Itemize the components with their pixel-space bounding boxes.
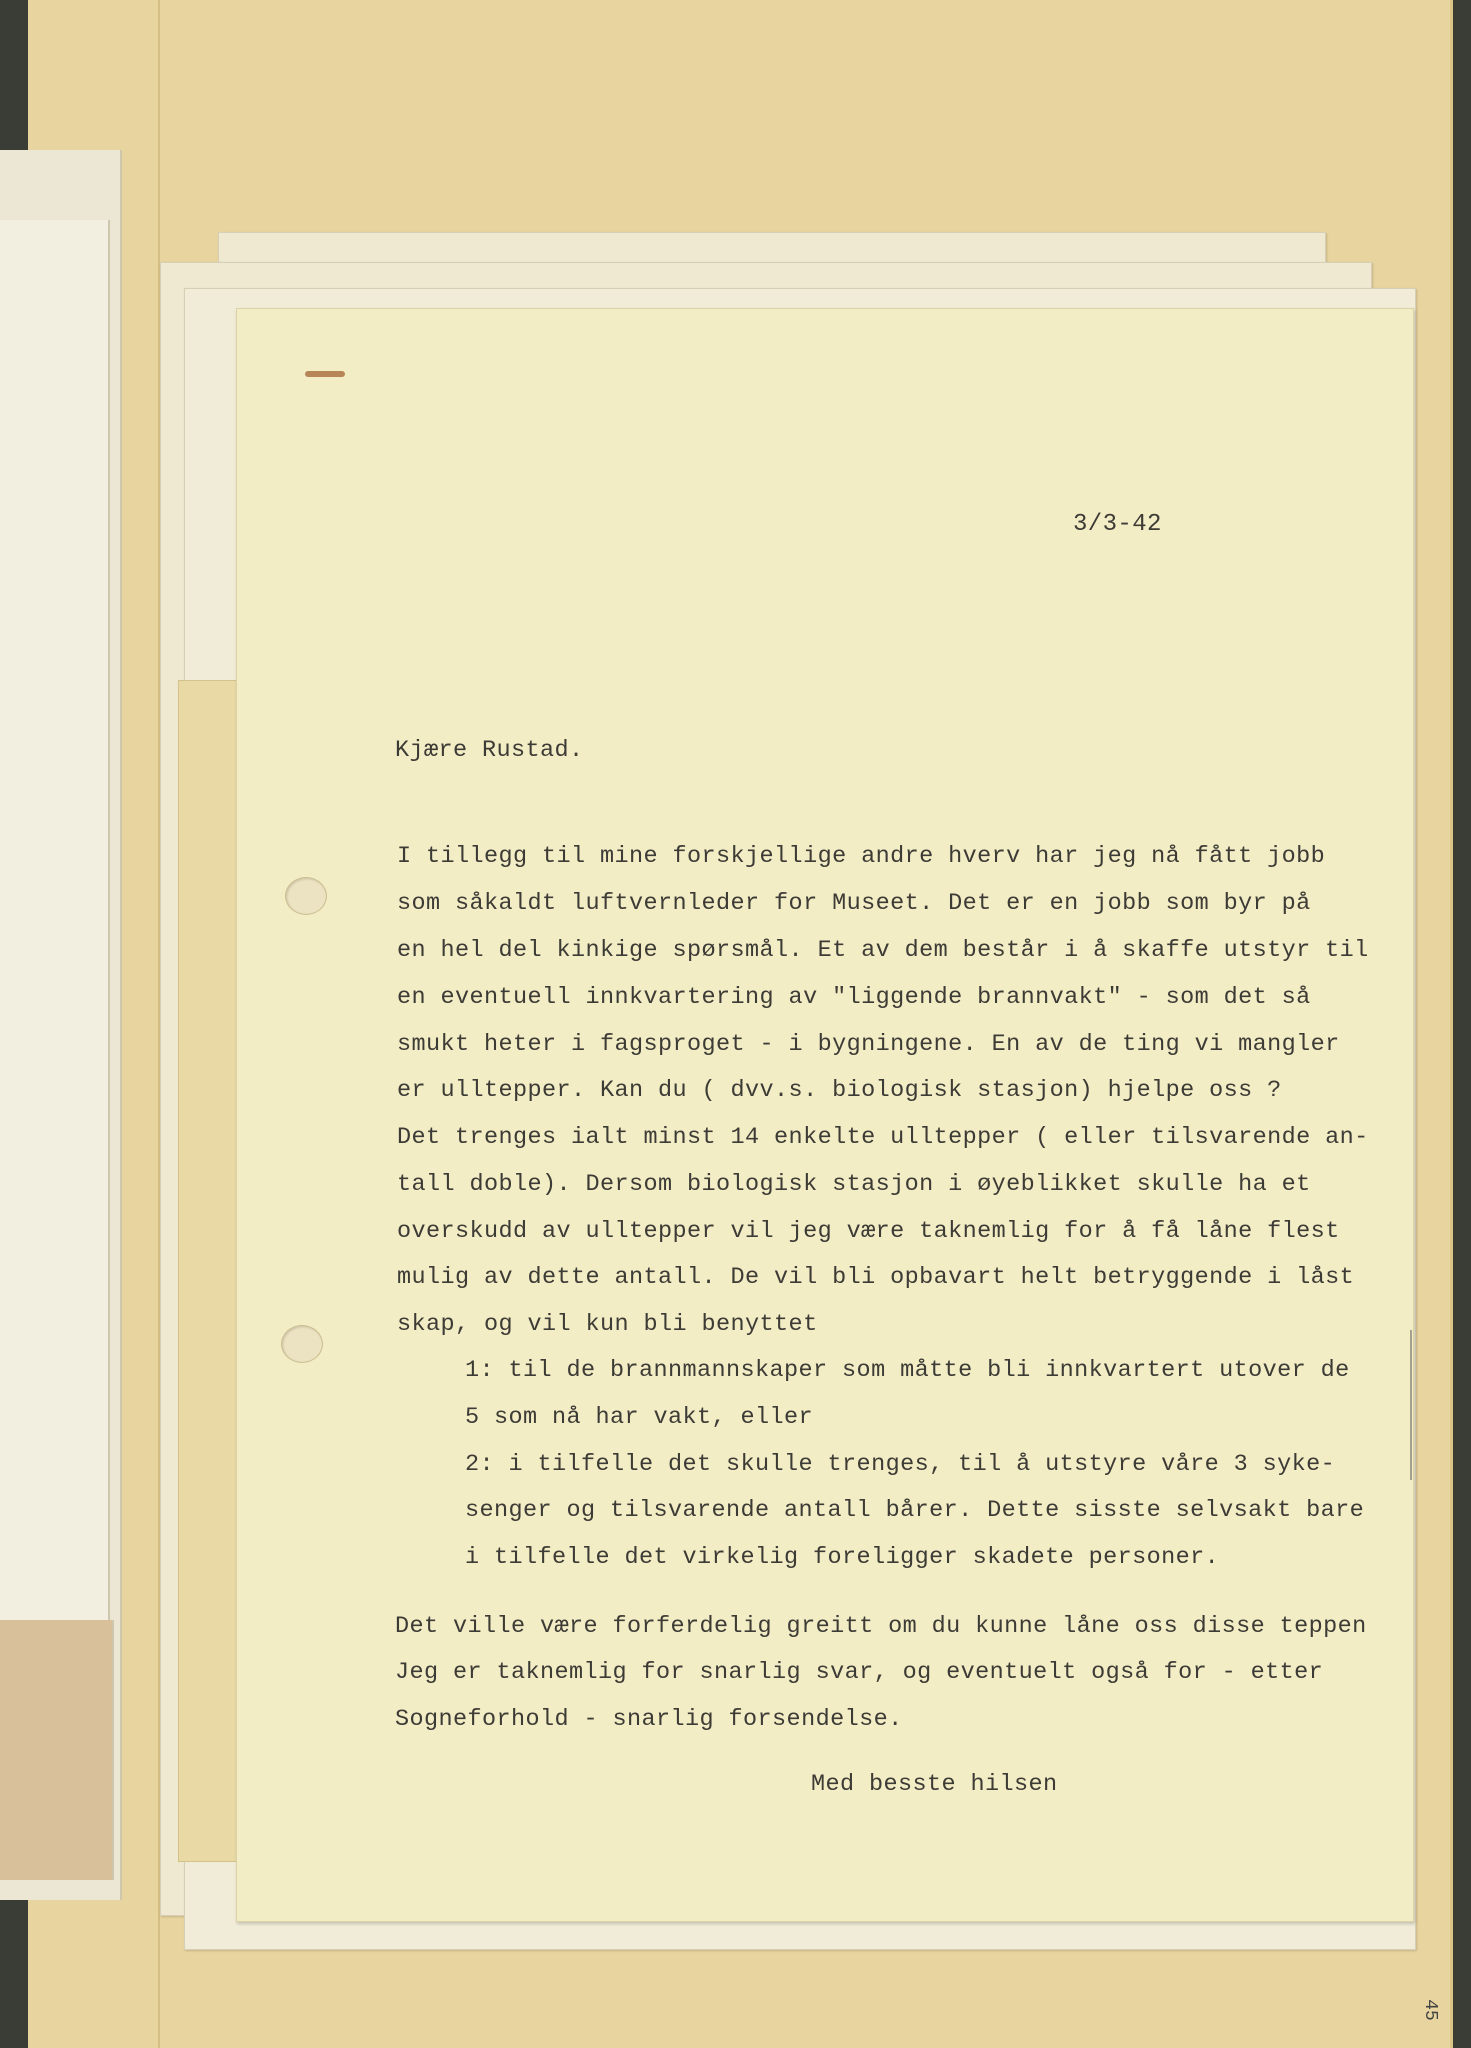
paragraph-line: skap, og vil kun bli benyttet [397, 1311, 818, 1338]
closing-line: Sogneforhold - snarlig forsendelse. [395, 1706, 903, 1733]
left-paper-stack-tan [0, 1620, 114, 1880]
list-line: 5 som nå har vakt, eller [465, 1404, 814, 1431]
paragraph-line: overskudd av ulltepper vil jeg være taknemlig for å få låne flest [397, 1218, 1340, 1245]
letter-signoff: Med besste hilsen [811, 1771, 1058, 1798]
paragraph-line: en hel del kinkige spørsmål. Et av dem består i å skaffe utstyr til [397, 937, 1369, 964]
rust-stain [305, 371, 345, 377]
letter-date: 3/3-42 [1073, 511, 1162, 538]
paragraph-line: tall doble). Dersom biologisk stasjon i øyeblikket skulle ha et [397, 1171, 1311, 1198]
paragraph-line: en eventuell innkvartering av "liggende brannvakt" - som det så [397, 984, 1311, 1011]
closing-line: Det ville være forferdelig greitt om du kunne låne oss disse teppen [395, 1613, 1367, 1640]
edge-page-number: 45 [1420, 1999, 1441, 2021]
punch-hole [285, 877, 327, 915]
letter-salutation: Kjære Rustad. [395, 737, 584, 764]
paragraph-line: smukt heter i fagsproget - i bygningene. En av de ting vi mangler [397, 1031, 1340, 1058]
list-line: senger og tilsvarende antall bårer. Dette sisste selvsakt bare [465, 1497, 1365, 1524]
punch-hole [281, 1325, 323, 1363]
paragraph-line: I tillegg til mine forskjellige andre hverv har jeg nå fått jobb [397, 843, 1326, 870]
list-line: i tilfelle det virkelig foreligger skadete personer. [465, 1544, 1220, 1571]
paragraph-line: som såkaldt luftvernleder for Museet. Det er en jobb som byr på [397, 890, 1311, 917]
paragraph-line: mulig av dette antall. De vil bli opbavart helt betryggende i låst [397, 1264, 1355, 1291]
closing-line: Jeg er taknemlig for snarlig svar, og eventuelt også for - etter [395, 1659, 1324, 1686]
typed-letter-page [236, 308, 1414, 1922]
paragraph-line: Det trenges ialt minst 14 enkelte ulltepper ( eller tilsvarende an- [397, 1124, 1369, 1151]
paragraph-line: er ulltepper. Kan du ( dvv.s. biologisk stasjon) hjelpe oss ? [397, 1077, 1282, 1104]
list-line: 2: i tilfelle det skulle trenges, til å utstyre våre 3 syke- [465, 1451, 1336, 1478]
list-line: 1: til de brannmannskaper som måtte bli innkvartert utover de [465, 1357, 1350, 1384]
margin-ticks [1410, 1330, 1416, 1480]
